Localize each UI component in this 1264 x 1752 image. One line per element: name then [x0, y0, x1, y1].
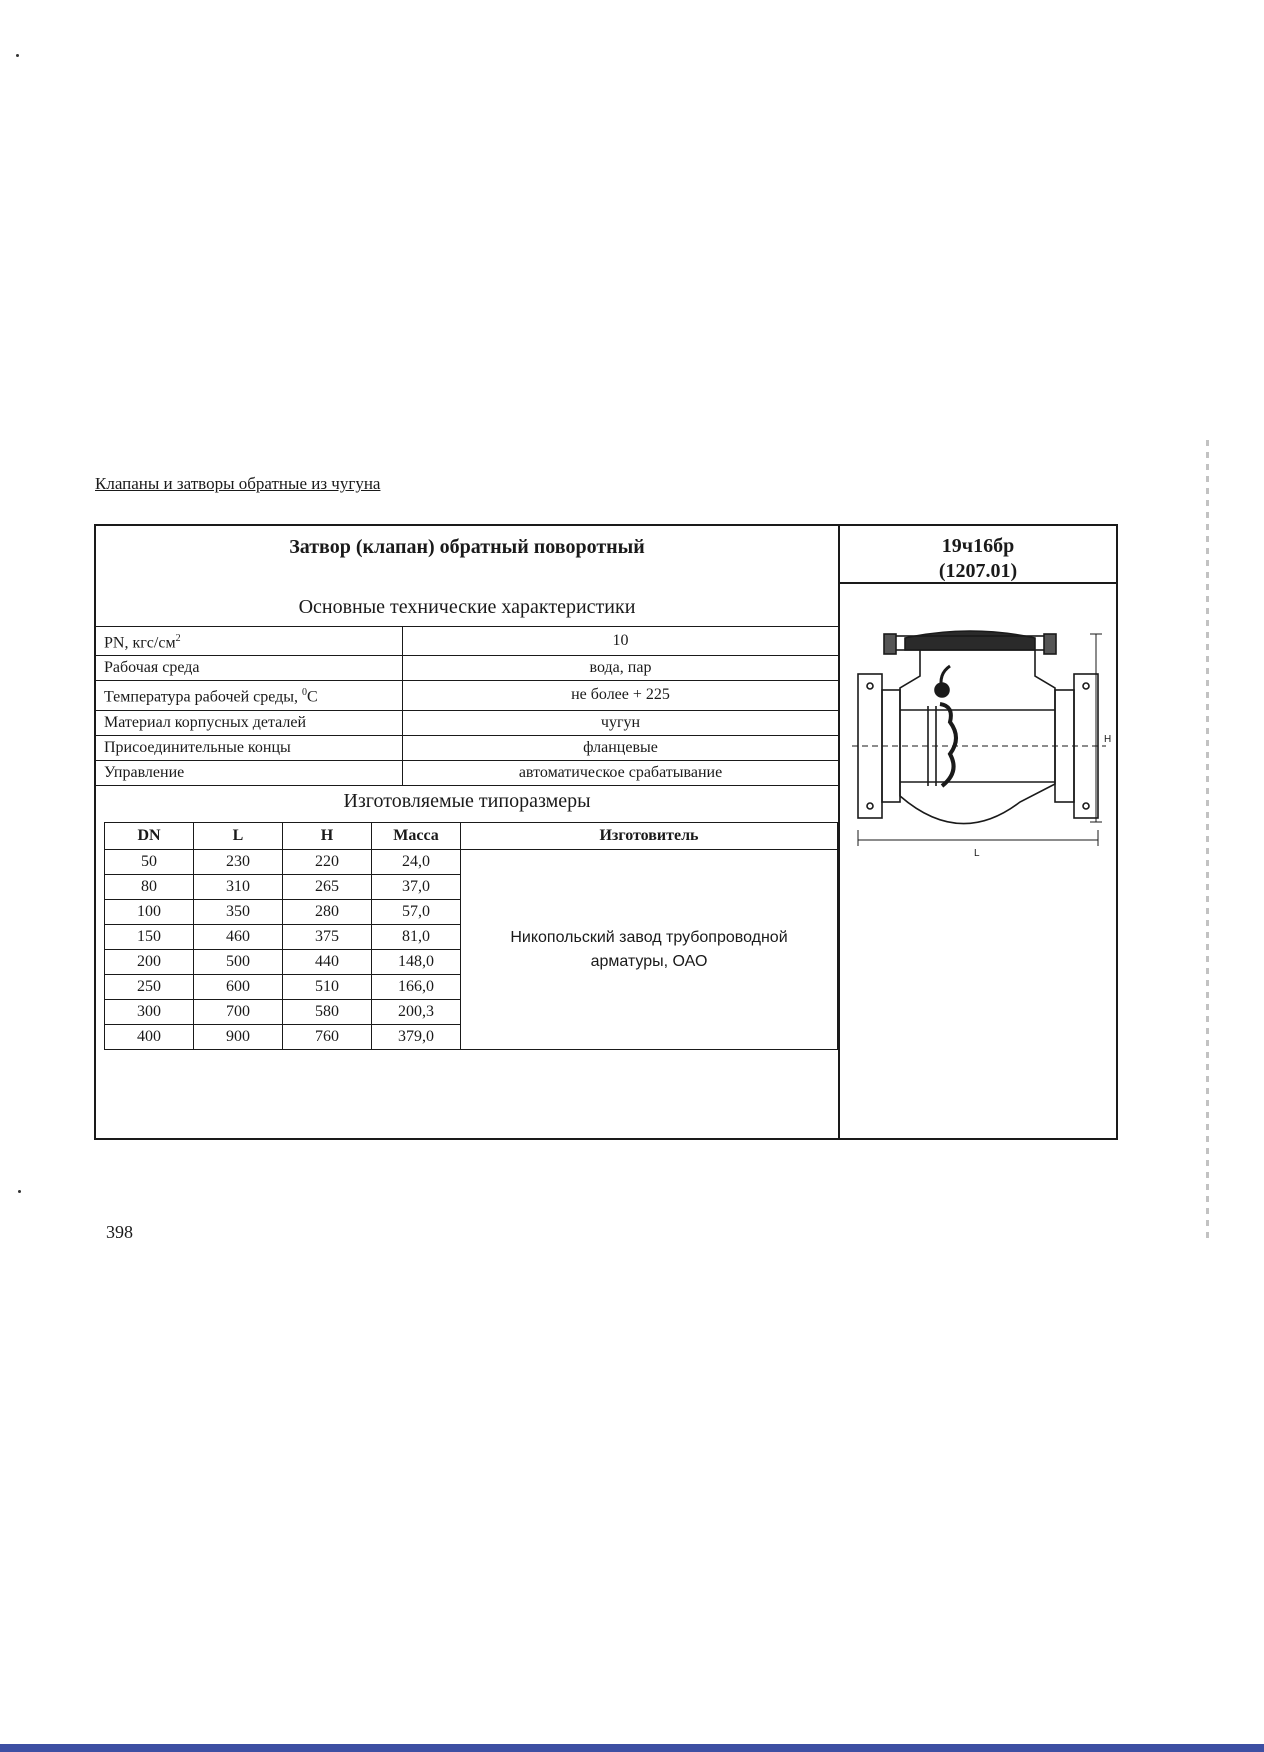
characteristics-heading: Основные технические характеристики: [298, 596, 636, 618]
char-value: чугун: [403, 710, 839, 735]
col-header-h: H: [283, 823, 372, 850]
page-number: 398: [106, 1222, 133, 1242]
cell-dn: 200: [105, 950, 194, 975]
cell-mass: 81,0: [372, 925, 461, 950]
valve-body: [900, 650, 1055, 824]
char-label: PN, кгс/$см^2$: [96, 627, 403, 656]
cell-dn: 150: [105, 925, 194, 950]
table-header-row: [105, 823, 838, 850]
cell-l: 600: [194, 975, 283, 1000]
cell-l: 460: [194, 925, 283, 950]
dim-line-l: [858, 830, 1098, 846]
bolt-hole: [867, 803, 873, 809]
cell-mass: 166,0: [372, 975, 461, 1000]
cell-h: 760: [283, 1025, 372, 1050]
cell-l: 700: [194, 1000, 283, 1025]
cell-dn: 100: [105, 900, 194, 925]
table-row: [96, 656, 838, 681]
characteristics-table: [96, 626, 838, 786]
table-row: [96, 710, 838, 735]
cell-l: 500: [194, 950, 283, 975]
col-header-manufacturer: Изготовитель: [461, 823, 838, 850]
scan-speck: [18, 1190, 21, 1193]
cell-mass: 24,0: [372, 850, 461, 875]
cell-l: 230: [194, 850, 283, 875]
flange-left: [858, 674, 882, 818]
cell-mass: 57,0: [372, 900, 461, 925]
table-row: [105, 850, 838, 875]
char-label: Присоединительные концы: [96, 735, 403, 760]
cell-h: 580: [283, 1000, 372, 1025]
table-row: [96, 627, 838, 656]
card-divider-vertical: [838, 526, 840, 1138]
char-value: 10: [403, 627, 839, 656]
cell-h: 280: [283, 900, 372, 925]
cell-l: 900: [194, 1025, 283, 1050]
cell-h: 220: [283, 850, 372, 875]
sizes-table: [104, 822, 838, 1050]
char-label: Материал корпусных деталей: [96, 710, 403, 735]
table-row: [96, 760, 838, 785]
dim-label-h: H: [1104, 734, 1112, 745]
section-title: Клапаны и затворы обратные из чугуна: [95, 474, 381, 493]
char-label: Температура рабочей среды, $^0$C: [96, 681, 403, 710]
valve-cover: [905, 631, 1035, 650]
col-header-l: L: [194, 823, 283, 850]
cell-l: 350: [194, 900, 283, 925]
bolt-hole: [1083, 683, 1089, 689]
bolt-hole: [1083, 803, 1089, 809]
table-row: [96, 735, 838, 760]
dim-line-h: [1090, 634, 1102, 822]
scan-speck: [16, 54, 19, 57]
valve-drawing: [850, 626, 1112, 862]
cell-h: 510: [283, 975, 372, 1000]
char-value: фланцевые: [403, 735, 839, 760]
dim-label-l: L: [974, 848, 980, 859]
cell-h: 265: [283, 875, 372, 900]
char-label: Управление: [96, 760, 403, 785]
cell-mass: 200,3: [372, 1000, 461, 1025]
col-header-mass: Масса: [372, 823, 461, 850]
cell-mass: 379,0: [372, 1025, 461, 1050]
bolt-right: [1044, 634, 1056, 654]
bolt-left: [884, 634, 896, 654]
cell-dn: 50: [105, 850, 194, 875]
cell-manufacturer: [461, 850, 838, 1050]
manufacturer-line2: арматуры, ОАО: [590, 952, 708, 970]
valve-disc: [940, 704, 956, 786]
cell-dn: 250: [105, 975, 194, 1000]
table-row: [96, 681, 838, 710]
sizes-heading: Изготовляемые типоразмеры: [343, 790, 591, 812]
product-code-line1: 19ч16бр: [941, 535, 1015, 557]
cell-dn: 300: [105, 1000, 194, 1025]
bolt-hole: [867, 683, 873, 689]
product-code: [840, 534, 1116, 584]
cell-dn: 80: [105, 875, 194, 900]
cell-h: 440: [283, 950, 372, 975]
cell-dn: 400: [105, 1025, 194, 1050]
manufacturer-line1: Никопольский завод трубопроводной: [510, 928, 788, 946]
product-code-line2: (1207.01): [938, 560, 1018, 582]
product-title: Затвор (клапан) обратный поворотный: [289, 536, 645, 558]
scan-artifact: [1206, 440, 1209, 1240]
char-value: не более + 225: [403, 681, 839, 710]
scan-edge: [0, 1744, 1264, 1752]
char-value: вода, пар: [403, 656, 839, 681]
char-label: Рабочая среда: [96, 656, 403, 681]
cell-mass: 148,0: [372, 950, 461, 975]
cell-l: 310: [194, 875, 283, 900]
char-value: автоматическое срабатывание: [403, 760, 839, 785]
col-header-dn: DN: [105, 823, 194, 850]
cell-h: 375: [283, 925, 372, 950]
cell-mass: 37,0: [372, 875, 461, 900]
